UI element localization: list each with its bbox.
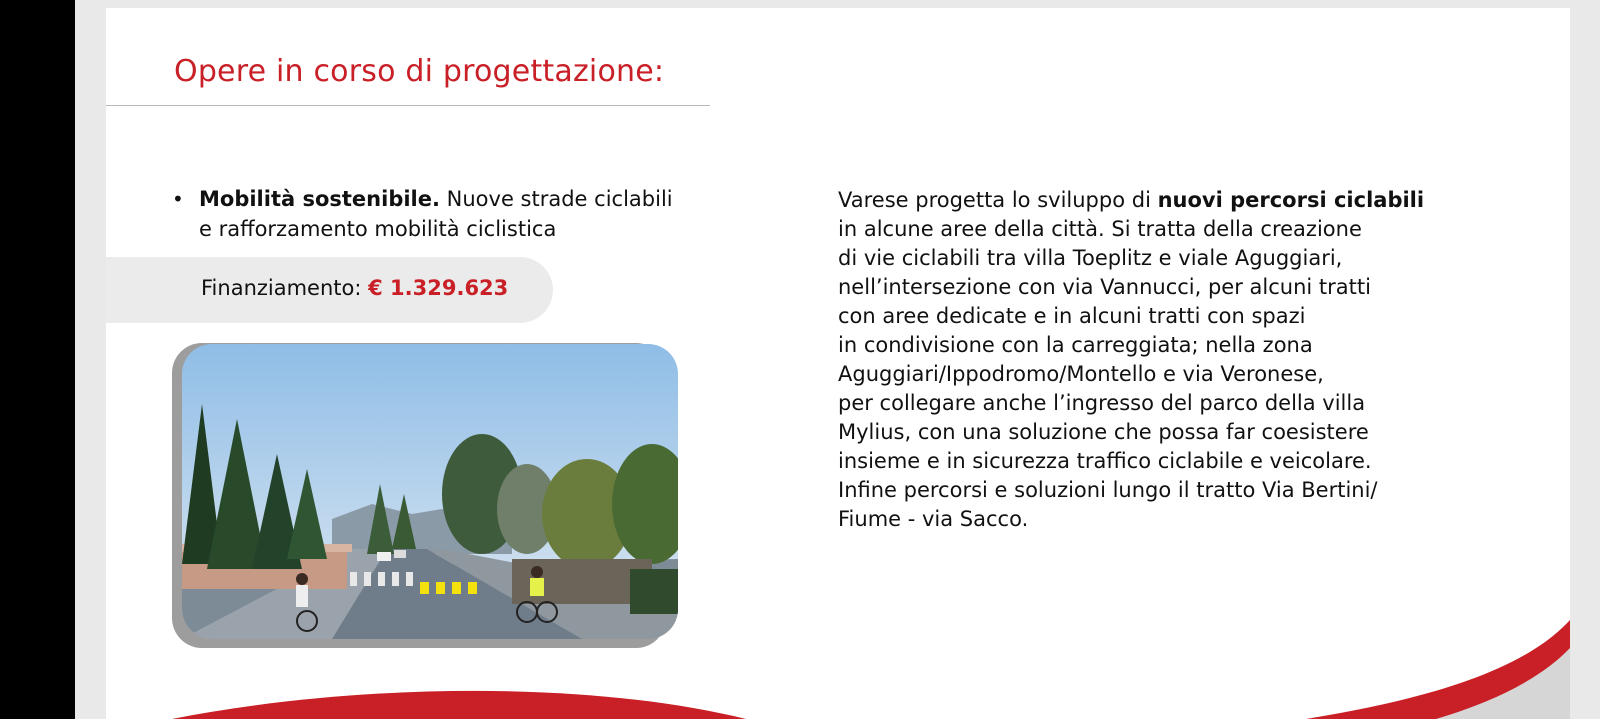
description-line: in condivisione con la carreggiata; nella zona — [838, 333, 1313, 357]
slide-title: Opere in corso di progettazione: — [174, 54, 665, 89]
description-line: Infine percorsi e soluzioni lungo il tratto Via Bertini/ — [838, 478, 1378, 502]
presentation-slide — [106, 8, 1570, 719]
bullet-heading: Mobilità sostenibile. — [199, 187, 440, 211]
description-line: Mylius, con una soluzione che possa far coesistere — [838, 420, 1369, 444]
description-line: Fiume - via Sacco. — [838, 507, 1029, 531]
description-line: nell’intersezione con via Vannucci, per alcuni tratti — [838, 275, 1371, 299]
description-line: per collegare anche l’ingresso del parco della villa — [838, 391, 1366, 415]
description-line: Aguggiari/Ippodromo/Montello e via Veronese, — [838, 362, 1324, 386]
description-highlight: nuovi percorsi ciclabili — [1157, 188, 1425, 212]
description-line: con aree dedicate e in alcuni tratti con spazi — [838, 304, 1306, 328]
bullet-text-line2: e rafforzamento mobilità ciclistica — [199, 217, 557, 241]
description-line: insieme e in sicurezza traffico ciclabile e veicolare. — [838, 449, 1372, 473]
funding-label: Finanziamento: — [201, 276, 369, 300]
description-text: Varese progetta lo sviluppo di — [838, 188, 1158, 212]
bullet-marker: • — [172, 187, 184, 211]
bullet-text-line1: Nuove strade ciclabili — [439, 187, 673, 211]
description-line: in alcune aree della città. Si tratta della creazione — [838, 217, 1362, 241]
funding-amount: € 1.329.623 — [368, 276, 509, 300]
decorative-swoosh — [106, 8, 1570, 719]
description-line: di vie ciclabili tra villa Toeplitz e viale Aguggiari, — [838, 246, 1343, 270]
screen-left-edge — [0, 0, 75, 719]
